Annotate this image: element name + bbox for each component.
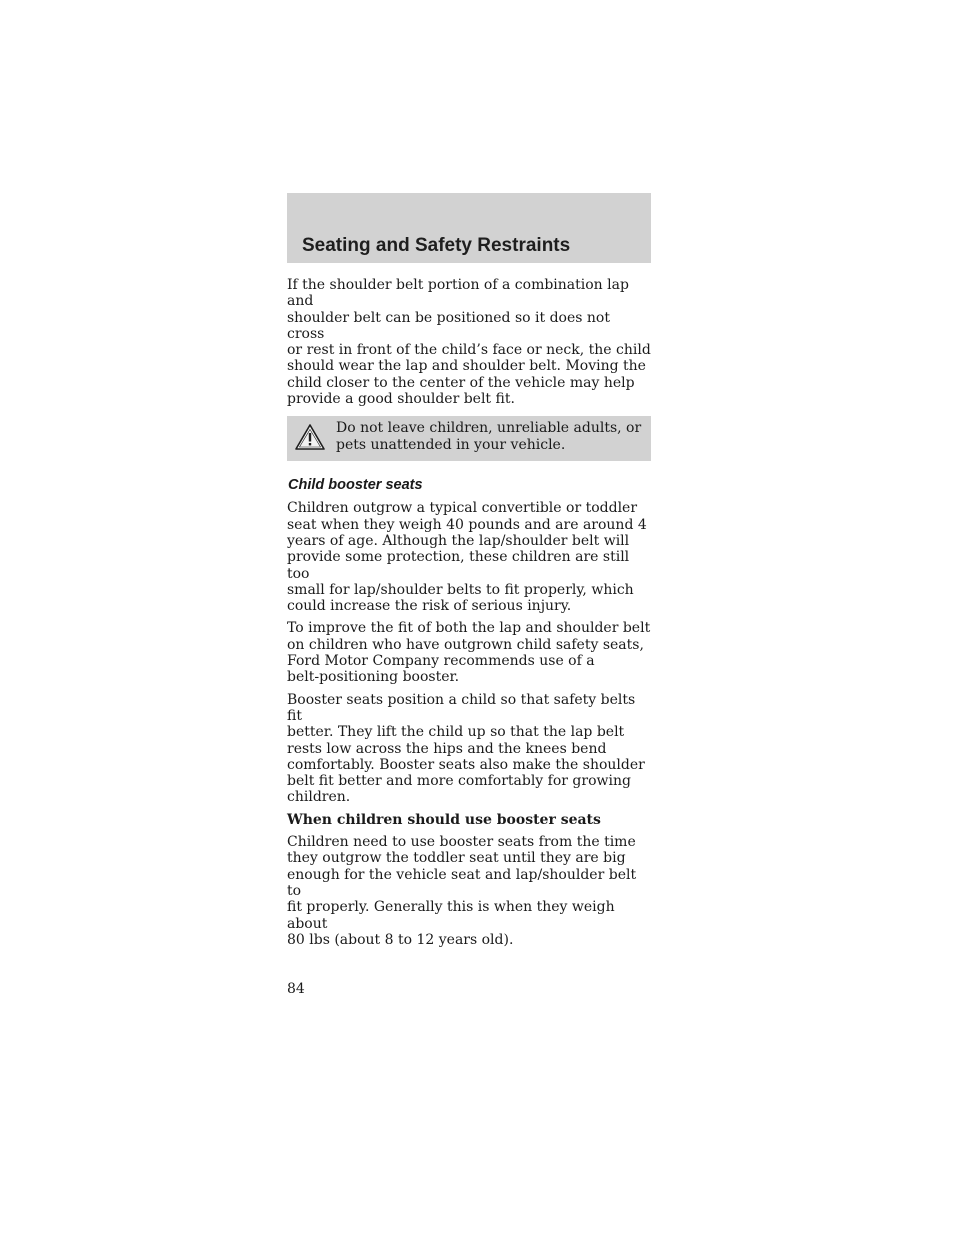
body-paragraph: Children outgrow a typical convertible or toddler seat when they weigh 40 pounds and are around 4 years of age. Although the lap/shoulder belt will provide some protection, these children are still too small for lap/shoulder belts to fit properly, which could increase the risk of serious injury. [287, 500, 647, 615]
page-number: 84 [287, 981, 305, 997]
page-title: Seating and Safety Restraints [302, 235, 571, 256]
body-paragraph: Children need to use booster seats from the time they outgrow the toddler seat until they are big enough for the vehicle seat and lap/shoulder belt to fit properly. Generally this is when they weigh about 80 lbs (about 8 to 12 years old). [287, 834, 637, 948]
warning-triangle-icon [294, 423, 326, 451]
warning-box [287, 416, 651, 461]
intro-paragraph: If the shoulder belt portion of a combination lap and shoulder belt can be positioned so it does not cross or rest in front of the child’s face or neck, the child should wear the lap and shoulder belt. Moving the child closer to the center of the vehicle may help provide a good shoulder belt fit. [287, 277, 651, 408]
warning-text: Do not leave children, unreliable adults, or pets unattended in your vehicle. [336, 420, 642, 453]
body-paragraph: Booster seats position a child so that safety belts fit better. They lift the child up so that the lap belt rests low across the hips and the knees bend comfortably. Booster seats also make the shoulder belt fit better and more comfortably for growing children. [287, 691, 645, 806]
page-content [287, 277, 651, 954]
subsection-heading: When children should use booster seats [287, 811, 601, 828]
section-heading: Child booster seats [288, 477, 423, 494]
body-paragraph: To improve the fit of both the lap and shoulder belt on children who have outgrown child safety seats, Ford Motor Company recommends use of a belt-positioning booster. [287, 620, 651, 686]
section-header-band [287, 193, 651, 263]
